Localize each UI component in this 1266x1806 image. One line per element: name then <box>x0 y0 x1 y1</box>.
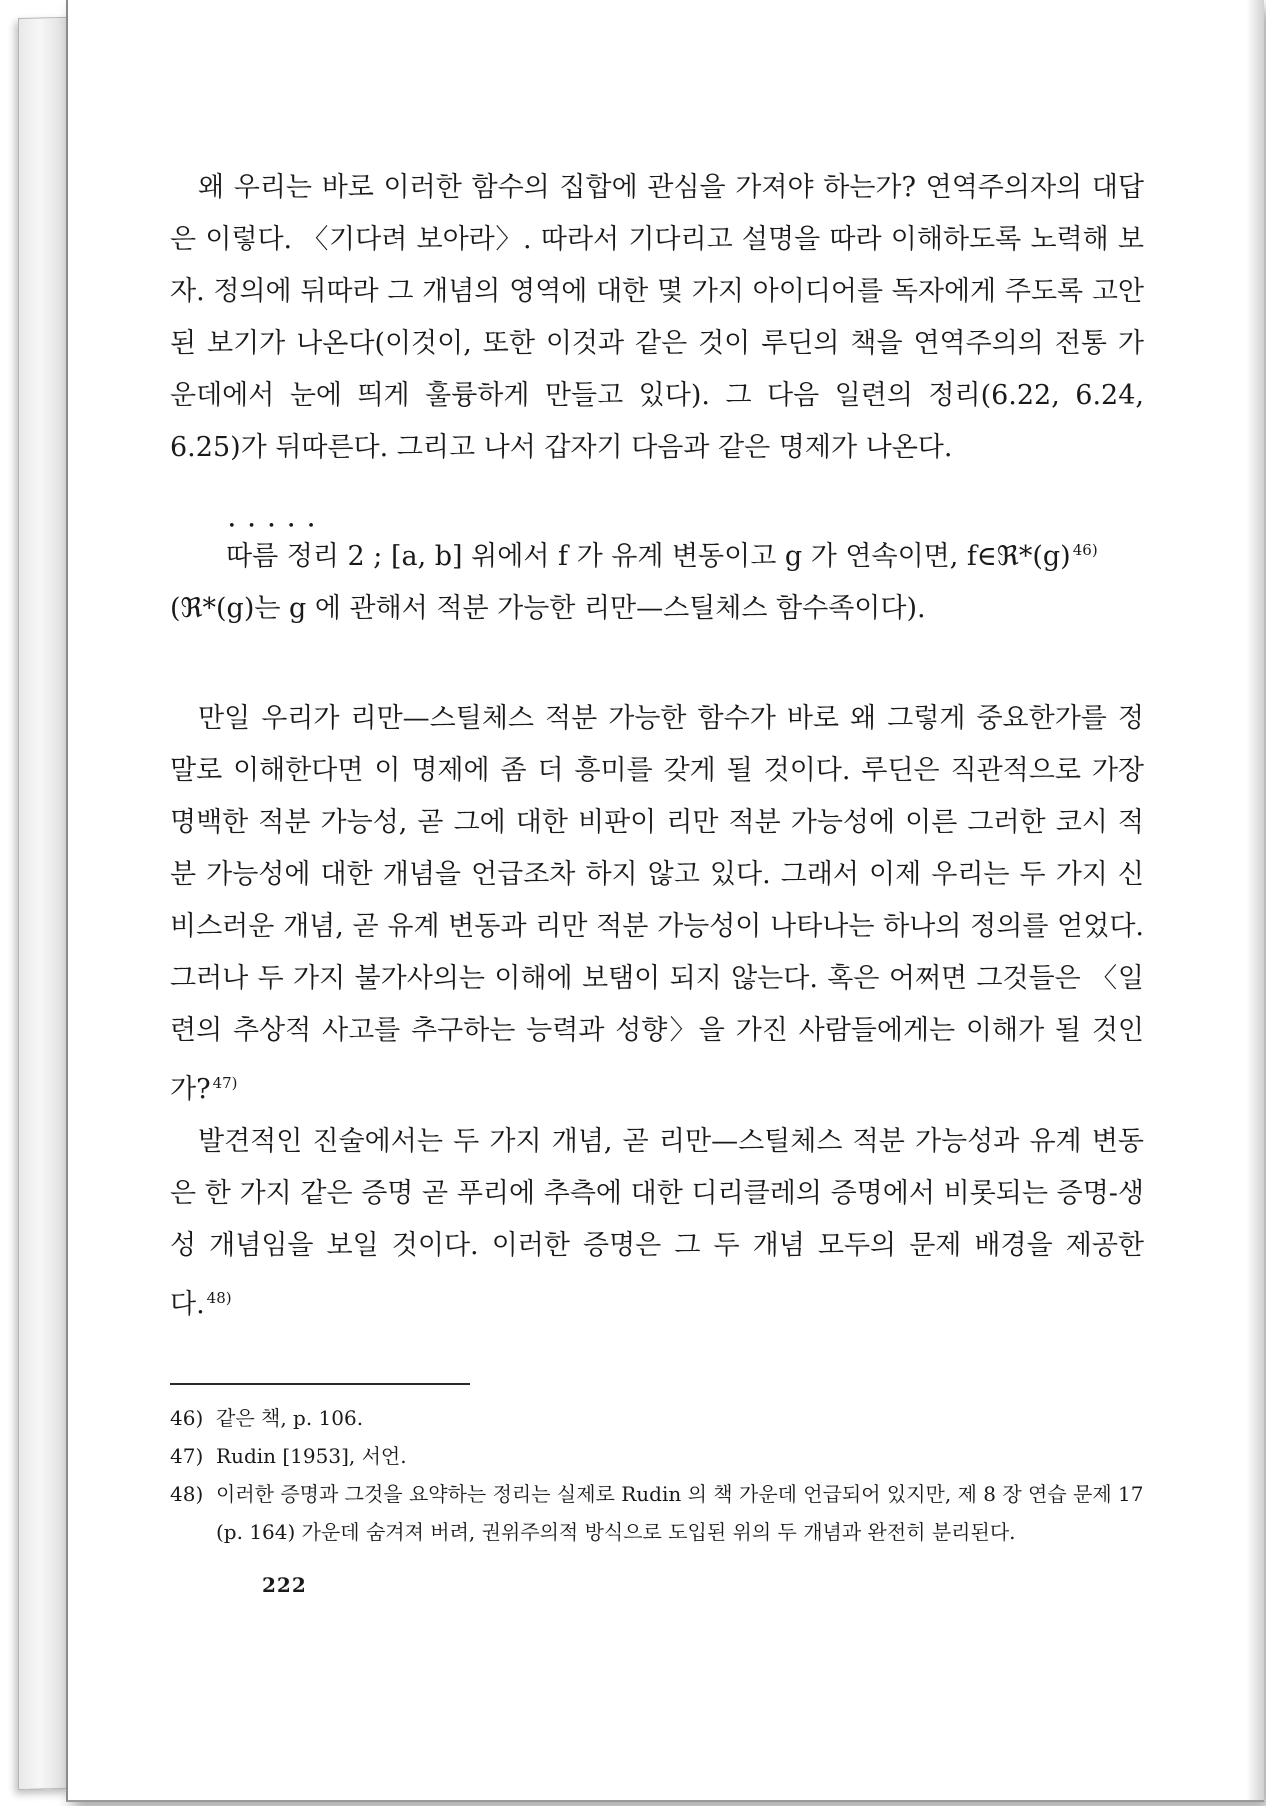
footnote-48 <box>170 1475 1144 1551</box>
footnote-ref-46: 46) <box>1072 541 1098 559</box>
paragraph-3 <box>170 1116 1144 1331</box>
paragraph-3-text: 발견적인 진술에서는 두 가지 개념, 곧 리만—스틸체스 적분 가능성과 유계 변동은 한 가지 같은 증명 곧 푸리에 추측에 대한 디리클레의 증명에서 비롯되는 증명-생성 개념임을 보일 것이다. 이러한 증명은 그 두 개념 모두의 문제 배경을 제공한다. <box>170 1126 1144 1320</box>
footnote-number: 48) <box>170 1482 204 1506</box>
footnote-47 <box>170 1437 1144 1475</box>
footnote-text: 같은 책, p. 106. <box>216 1406 364 1430</box>
corollary-note: (ℜ*(g)는 g 에 관해서 적분 가능한 리만—스틸체스 함수족이다). <box>170 593 926 624</box>
paragraph-2-text: 만일 우리가 리만—스틸체스 적분 가능한 함수가 바로 왜 그렇게 중요한가를 정말로 이해한다면 이 명제에 좀 더 흥미를 갖게 될 것이다. 루딘은 직관적으로 가장 명백한 적분 가능성, 곧 그에 대한 비판이 리만 적분 가능성에 이른 그러한 코시 적분 가능성에 대한 개념을 언급조차 하지 않고 있다. 그래서 이제 우리는 두 가지 신비스러운 개념, 곧 유계 변동과 리만 적분 가능성이 나타나는 하나의 정의를 얻었다. 그러나 두 가지 불가사의는 이해에 보탬이 되지 않는다. 혹은 어쩌면 그것들은 〈일련의 추상적 사고를 추구하는 능력과 성향〉을 가진 사람들에게는 이해가 될 것인가? <box>170 703 1144 1105</box>
footnote-ref-47: 47) <box>212 1074 238 1092</box>
footnotes <box>170 1399 1144 1551</box>
page-number: 222 <box>262 1573 307 1597</box>
footnote-46 <box>170 1399 1144 1437</box>
page-content <box>170 162 1144 1551</box>
corollary-2 <box>170 524 1144 635</box>
footnote-divider <box>170 1383 470 1385</box>
page-gutter-shadow <box>1246 0 1264 1800</box>
corollary-number: 2 ; <box>347 541 383 572</box>
footnote-ref-48: 48) <box>206 1289 232 1307</box>
book-edge <box>18 17 72 1790</box>
corollary-label: • • 따름 정리 <box>198 531 339 583</box>
footnote-text: 이러한 증명과 그것을 요약하는 정리는 실제로 Rudin 의 책 가운데 언급되어 있지만, 제 8 장 연습 문제 17 (p. 164) 가운데 숨겨져 버려, 권위주의적 방식으로 도입된 위의 두 개념과 완전히 분리된다. <box>216 1482 1144 1544</box>
footnote-number: 46) <box>170 1406 204 1430</box>
corollary-text: [a, b] 위에서 f 가 유계 변동이고 g 가 연속이면, f∈ℜ*(g) <box>390 541 1071 572</box>
paragraph-1: 왜 우리는 바로 이러한 함수의 집합에 관심을 가져야 하는가? 연역주의자의 대답은 이렇다. 〈기다려 보아라〉. 따라서 기다리고 설명을 따라 이해하도록 노력해 보자. 정의에 뒤따라 그 개념의 영역에 대한 몇 가지 아이디어를 독자에게 주도록 고안된 보기가 나온다(이것이, 또한 이것과 같은 것이 루딘의 책을 연역주의의 전통 가운데에서 눈에 띄게 훌륭하게 만들고 있다). 그 다음 일련의 정리(6.22, 6.24, 6.25)가 뒤따른다. 그리고 나서 갑자기 다음과 같은 명제가 나온다. <box>170 172 1144 463</box>
footnote-text: Rudin [1953], 서언. <box>216 1444 407 1468</box>
footnote-number: 47) <box>170 1444 204 1468</box>
paragraph-2 <box>170 693 1144 1116</box>
